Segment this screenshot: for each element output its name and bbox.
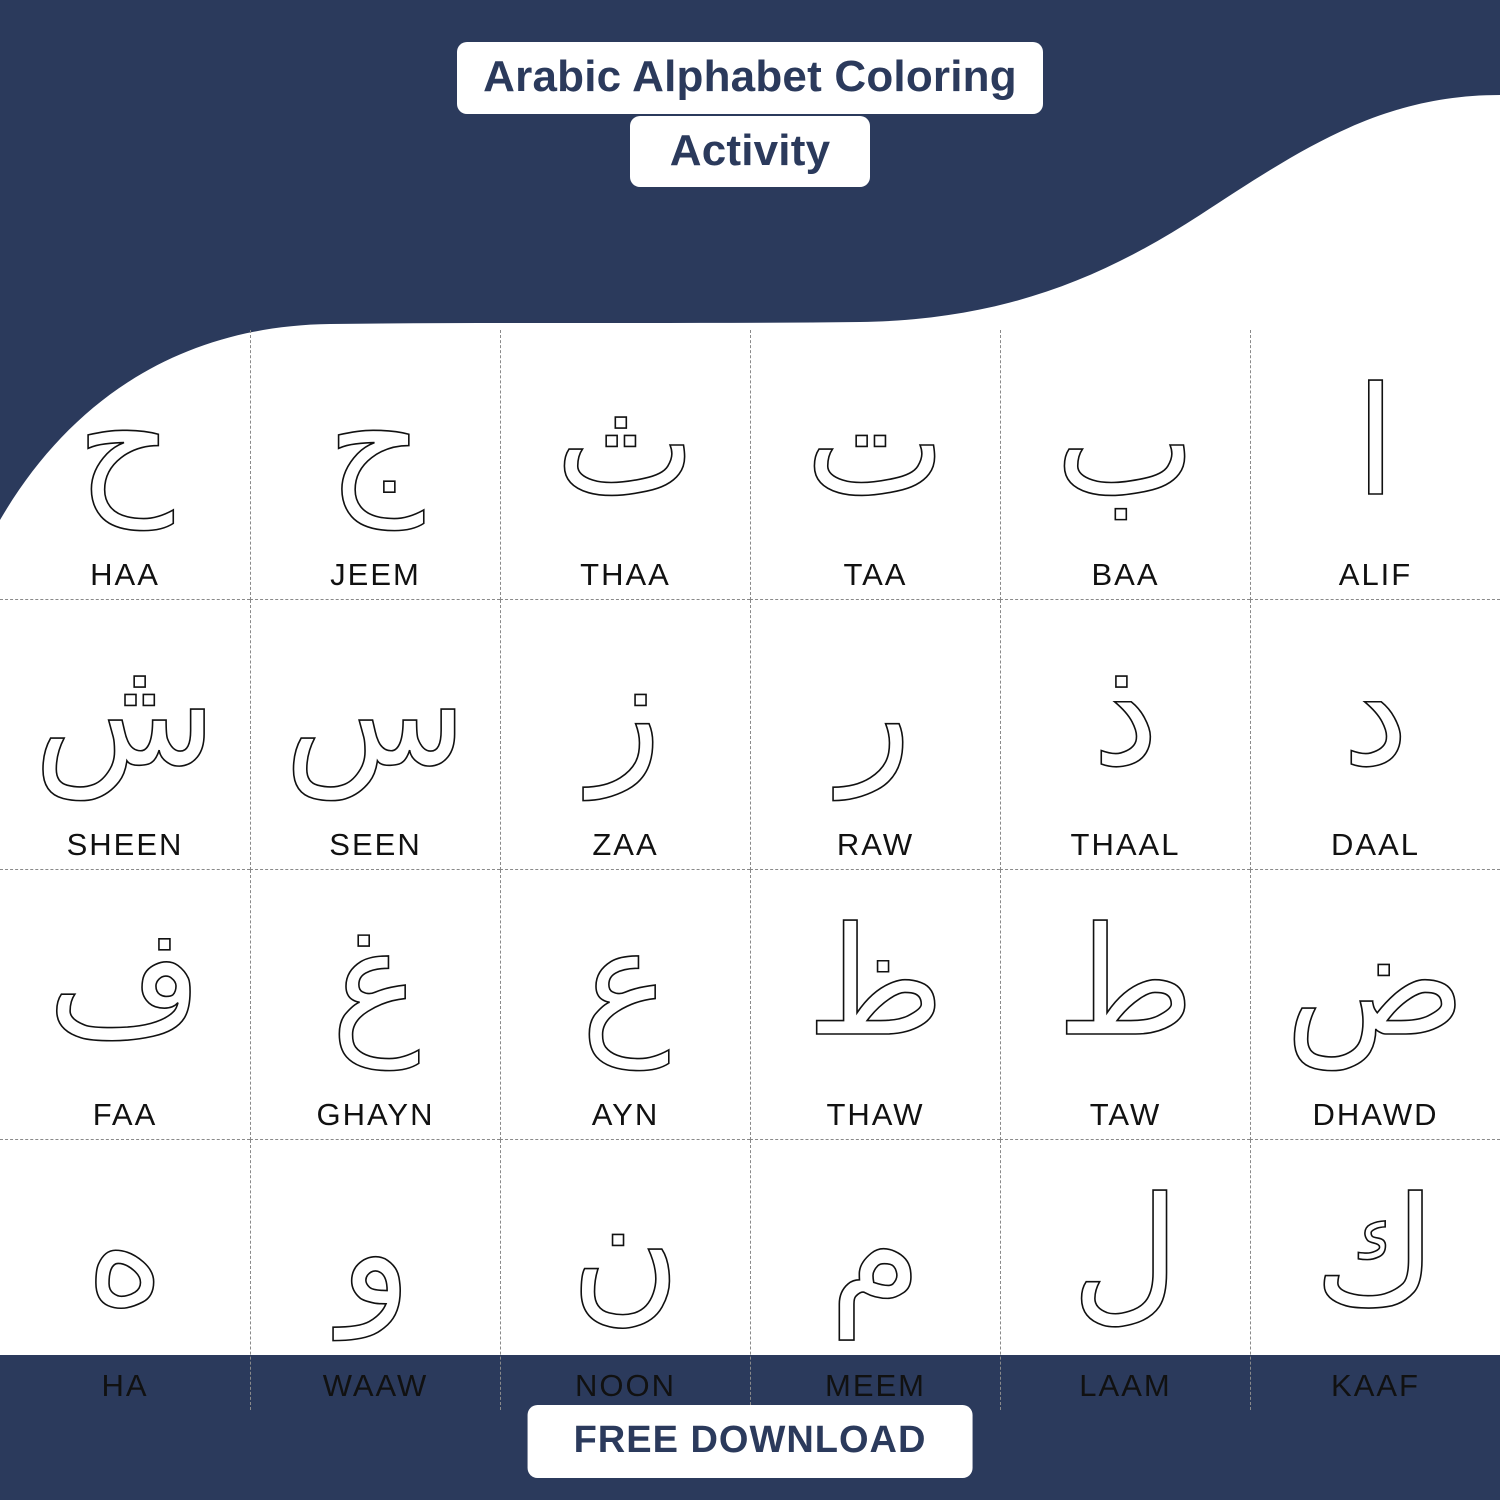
letter-cell[interactable] xyxy=(1000,870,1250,1140)
arabic-letter-glyph: ط xyxy=(1056,895,1195,1070)
letter-cell[interactable] xyxy=(500,330,750,600)
letter-cell[interactable] xyxy=(500,870,750,1140)
letter-cell[interactable] xyxy=(1000,1140,1250,1410)
letter-cell[interactable] xyxy=(0,330,250,600)
arabic-letter-glyph: ش xyxy=(33,625,217,800)
letter-label: TAW xyxy=(1089,1097,1162,1132)
letter-cell[interactable] xyxy=(250,1140,500,1410)
letter-cell[interactable] xyxy=(1250,600,1500,870)
letter-label: HA xyxy=(101,1368,149,1403)
letter-cell[interactable] xyxy=(1000,330,1250,600)
arabic-letter-glyph: ظ xyxy=(806,895,945,1070)
letter-label: GHAYN xyxy=(316,1097,435,1132)
letter-cell[interactable] xyxy=(1250,1140,1500,1410)
arabic-letter-glyph: غ xyxy=(330,895,421,1070)
letter-cell[interactable] xyxy=(1250,330,1500,600)
letter-label: DHAWD xyxy=(1312,1097,1439,1132)
letter-cell[interactable] xyxy=(250,870,500,1140)
title-line-1: Arabic Alphabet Coloring xyxy=(457,42,1043,114)
letter-cell[interactable] xyxy=(750,870,1000,1140)
arabic-letter-glyph: د xyxy=(1342,625,1409,800)
letter-label: DAAL xyxy=(1331,827,1420,862)
letter-label: ALIF xyxy=(1338,557,1413,592)
arabic-letter-glyph: س xyxy=(283,625,468,800)
letter-cell[interactable] xyxy=(0,870,250,1140)
letter-label: RAW xyxy=(836,827,915,862)
letter-label: BAA xyxy=(1091,557,1160,592)
letter-label: NOON xyxy=(575,1368,676,1403)
letter-cell[interactable] xyxy=(500,600,750,870)
letter-cell[interactable] xyxy=(1000,600,1250,870)
letter-label: AYN xyxy=(591,1097,660,1132)
letter-label: HAA xyxy=(90,557,160,592)
letter-label: THAA xyxy=(580,557,671,592)
letter-label: FAA xyxy=(92,1097,158,1132)
arabic-letter-glyph: ض xyxy=(1284,895,1467,1070)
arabic-letter-glyph: ل xyxy=(1071,1166,1180,1340)
alphabet-grid xyxy=(0,330,1500,1410)
arabic-letter-glyph: ف xyxy=(47,895,203,1070)
letter-cell[interactable] xyxy=(750,600,1000,870)
letter-label: LAAM xyxy=(1079,1368,1172,1403)
arabic-letter-glyph: ز xyxy=(589,625,662,800)
arabic-letter-glyph: و xyxy=(339,1166,412,1340)
letter-label: ZAA xyxy=(592,827,659,862)
letter-label: KAAF xyxy=(1331,1368,1420,1403)
letter-cell[interactable] xyxy=(1250,870,1500,1140)
arabic-letter-glyph: ك xyxy=(1313,1166,1438,1340)
letter-label: TAA xyxy=(843,557,908,592)
letter-label: JEEM xyxy=(330,557,421,592)
arabic-letter-glyph: م xyxy=(829,1166,922,1340)
arabic-letter-glyph: ب xyxy=(1054,355,1197,530)
letter-label: THAW xyxy=(826,1097,925,1132)
letter-cell[interactable] xyxy=(750,330,1000,600)
letter-cell[interactable] xyxy=(500,1140,750,1410)
free-download-button[interactable]: FREE DOWNLOAD xyxy=(528,1405,973,1478)
letter-cell[interactable] xyxy=(0,600,250,870)
arabic-letter-glyph: ت xyxy=(804,355,947,530)
letter-cell[interactable] xyxy=(750,1140,1000,1410)
letter-cell[interactable] xyxy=(0,1140,250,1410)
arabic-letter-glyph: ح xyxy=(76,355,174,530)
arabic-letter-glyph: ن xyxy=(570,1166,681,1340)
letter-label: WAAW xyxy=(322,1368,429,1403)
letter-label: MEEM xyxy=(825,1368,926,1403)
letter-cell[interactable] xyxy=(250,600,500,870)
arabic-letter-glyph: ه xyxy=(85,1166,165,1340)
letter-label: SEEN xyxy=(329,827,422,862)
arabic-letter-glyph: ع xyxy=(580,895,671,1070)
arabic-letter-glyph: ذ xyxy=(1092,625,1159,800)
title-line-2: Activity xyxy=(630,116,871,188)
arabic-letter-glyph: ث xyxy=(554,355,697,530)
letter-label: SHEEN xyxy=(66,827,184,862)
arabic-letter-glyph: ر xyxy=(839,625,912,800)
letter-cell[interactable] xyxy=(250,330,500,600)
arabic-letter-glyph: ج xyxy=(327,355,424,530)
letter-label: THAAL xyxy=(1070,827,1181,862)
arabic-letter-glyph: ا xyxy=(1354,355,1397,530)
